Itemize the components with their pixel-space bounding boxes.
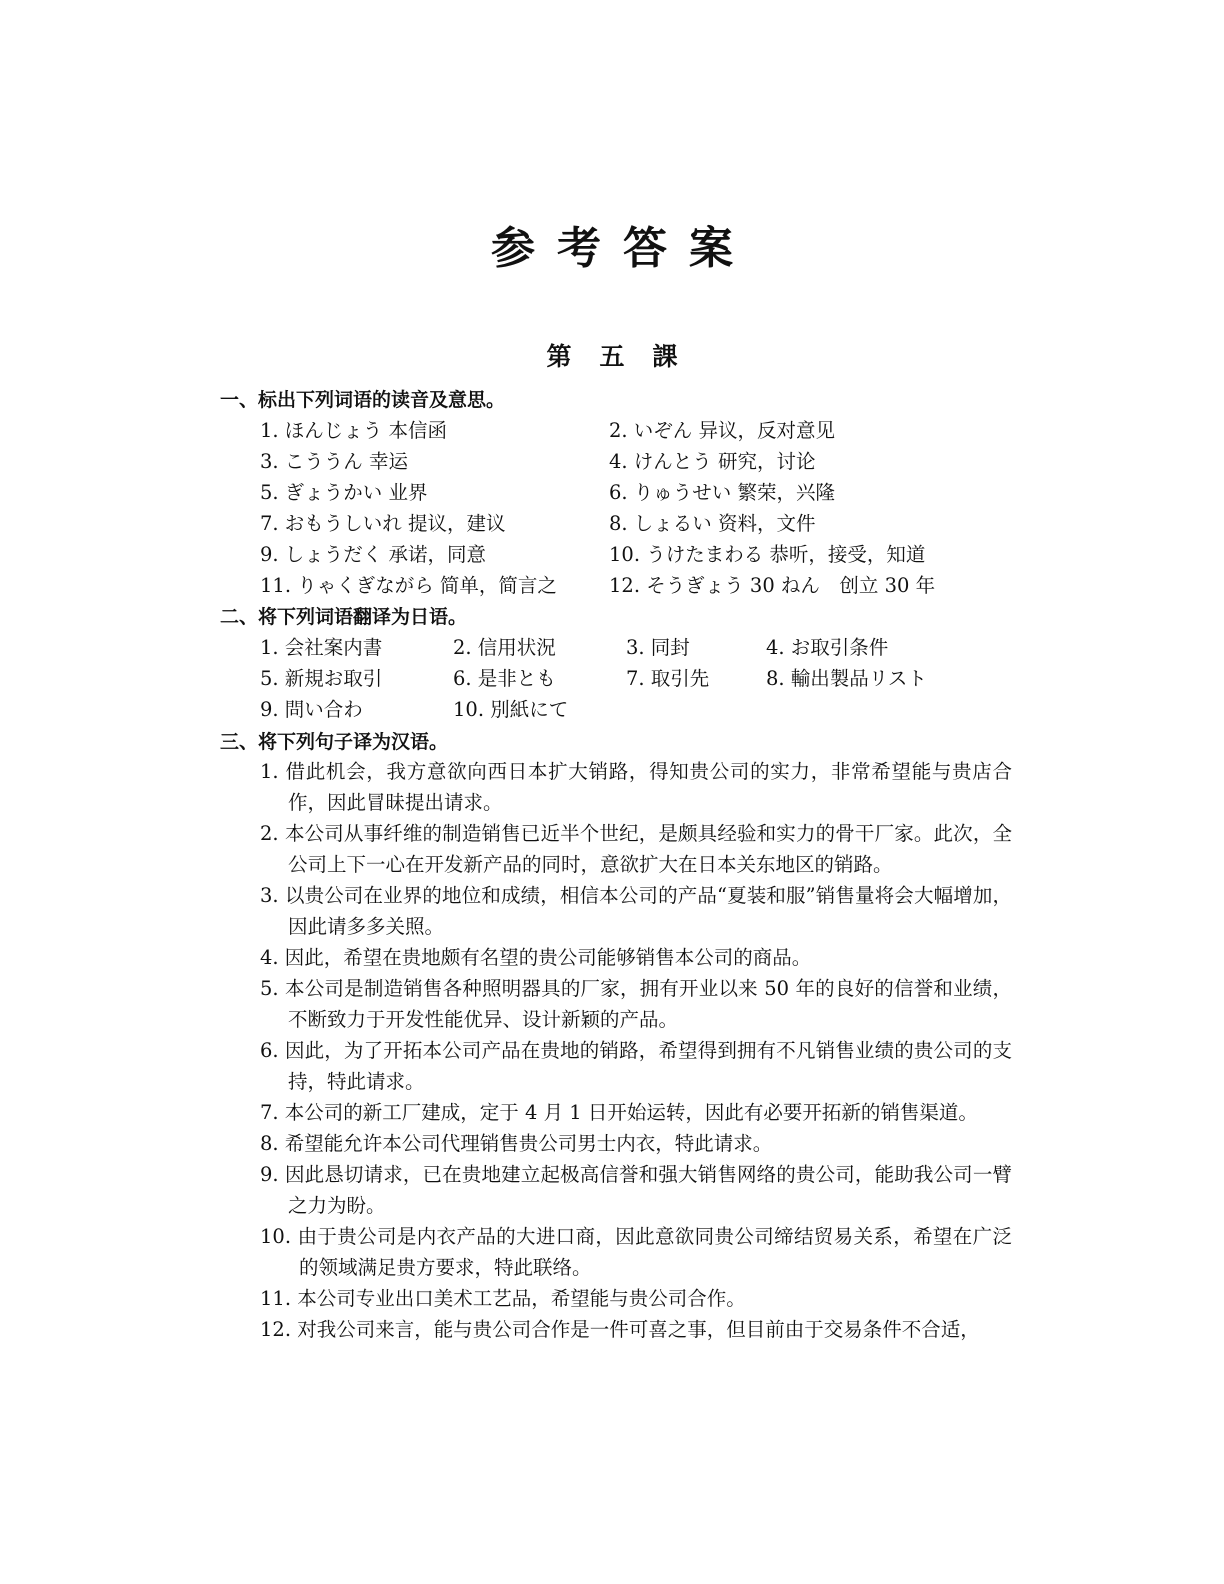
section2-item: 1. 会社案内書 — [260, 636, 383, 659]
sentence-list — [260, 756, 1012, 1345]
section1-item: 9. しょうだく 承诺，同意 — [260, 543, 487, 566]
section2-item: 10. 別紙にて — [453, 698, 569, 721]
sentence-item: 6. 因此，为了开拓本公司产品在贵地的销路，希望得到拥有不凡销售业绩的贵公司的支持，特此请求。 — [260, 1039, 1012, 1093]
sentence-item: 10. 由于贵公司是内衣产品的大进口商，因此意欲同贵公司缔结贸易关系，希望在广泛的领域满足贵方要求，特此联络。 — [260, 1225, 1012, 1279]
section1-item: 1. ほんじょう 本信函 — [260, 419, 448, 442]
section2-item: 6. 是非とも — [453, 667, 556, 690]
section2-heading: 二、将下列词语翻译为日语。 — [220, 606, 468, 628]
sentence-item: 3. 以贵公司在业界的地位和成绩，相信本公司的产品“夏装和服”销售量将会大幅增加，因此请多多关照。 — [260, 884, 1012, 938]
sentence-item: 5. 本公司是制造销售各种照明器具的厂家，拥有开业以来 50 年的良好的信誉和业绩，不断致力于开发性能优异、设计新颖的产品。 — [260, 977, 1012, 1031]
section1-item: 3. こううん 幸运 — [260, 450, 409, 473]
sentence-item: 2. 本公司从事纤维的制造销售已近半个世纪，是颇具经验和实力的骨干厂家。此次，全公司上下一心在开发新产品的同时，意欲扩大在日本关东地区的销路。 — [260, 822, 1012, 876]
section1-item: 6. りゅうせい 繁荣，兴隆 — [609, 481, 836, 504]
sentence-item: 12. 对我公司来言，能与贵公司合作是一件可喜之事，但目前由于交易条件不合适， — [260, 1318, 980, 1341]
section3-heading: 三、将下列句子译为汉语。 — [220, 731, 449, 753]
section1-item: 11. りゃくぎながら 简单，简言之 — [260, 574, 557, 597]
section1-item: 2. いぞん 异议，反对意见 — [609, 419, 836, 442]
sentence-item: 1. 借此机会，我方意欲向西日本扩大销路，得知贵公司的实力，非常希望能与贵店合作，因此冒昧提出请求。 — [260, 760, 1012, 814]
section1-heading: 一、标出下列词语的读音及意思。 — [220, 389, 506, 411]
sentence-item: 8. 希望能允许本公司代理销售贵公司男士内衣，特此请求。 — [260, 1132, 773, 1155]
section2-item: 2. 信用状況 — [453, 636, 556, 659]
section2-item: 5. 新規お取引 — [260, 667, 383, 690]
sentence-item: 7. 本公司的新工厂建成，定于 4 月 1 日开始运转，因此有必要开拓新的销售渠道。 — [260, 1101, 978, 1124]
section2-item: 3. 同封 — [626, 636, 690, 659]
section1-item: 12. そうぎょう 30 ねん 创立 30 年 — [609, 574, 936, 597]
page-title: 参考答案 — [491, 223, 755, 274]
section2-item: 7. 取引先 — [626, 667, 710, 690]
lesson-title: 第五課 — [546, 342, 706, 371]
section1-item: 5. ぎょうかい 业界 — [260, 481, 428, 504]
section2-item: 8. 輸出製品リスト — [766, 667, 927, 690]
sentence-item: 11. 本公司专业出口美术工艺品，希望能与贵公司合作。 — [260, 1287, 746, 1310]
sentence-item: 4. 因此，希望在贵地颇有名望的贵公司能够销售本公司的商品。 — [260, 946, 812, 969]
section2-item: 4. お取引条件 — [766, 636, 889, 659]
section1-item: 7. おもうしいれ 提议，建议 — [260, 512, 506, 535]
section1-item: 4. けんとう 研究，讨论 — [609, 450, 816, 473]
section1-item: 10. うけたまわる 恭听，接受，知道 — [609, 543, 926, 566]
section2-item: 9. 問い合わ — [260, 698, 363, 721]
section1-item: 8. しょるい 资料，文件 — [609, 512, 816, 535]
sentence-item: 9. 因此恳切请求，已在贵地建立起极高信誉和强大销售网络的贵公司，能助我公司一臂之力为盼。 — [260, 1163, 1012, 1217]
